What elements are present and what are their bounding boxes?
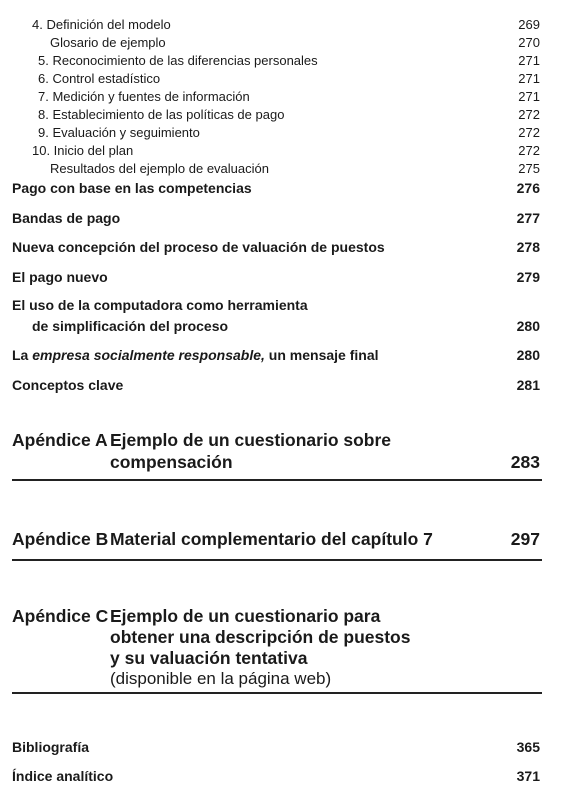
toc-entry-page: 270 [518,35,540,50]
toc-entry-page: 272 [518,143,540,158]
appendix-title-line3: y su valuación tentativa [110,648,308,668]
appendix-page: 297 [510,529,540,549]
toc-sub-entry [0,161,566,179]
toc-main-entry [0,739,566,759]
appendix-divider [12,559,542,561]
toc-entry-label: 7. Medición y fuentes de información [38,89,250,104]
toc-entry-page: 275 [518,161,540,176]
toc-entry-label-italic: empresa socialmente responsable, [32,347,265,363]
appendix-page: 283 [510,452,540,472]
toc-sub-entry [0,143,566,161]
toc-entry-label: 6. Control estadístico [38,71,161,86]
appendix-title-line1: Material complementario del capítulo 7 [110,529,433,549]
toc-entry-label: Nueva concepción del proceso de valuación de puestos [12,239,385,255]
appendix-c-entry [0,606,566,692]
toc-main-entry [0,768,566,788]
appendix-prefix: Apéndice B [12,529,109,549]
toc-main-entry [0,297,566,341]
toc-entry-label-line2: de simplificación del proceso [32,318,229,334]
appendix-title-line2: compensación [110,452,233,472]
toc-entry-page: 277 [516,210,540,226]
toc-entry-page: 278 [516,239,540,255]
toc-entry-page: 365 [516,739,540,755]
toc-entry-label: Índice analítico [12,768,114,784]
toc-entry-label: El pago nuevo [12,269,108,285]
appendix-title-line1: Ejemplo de un cuestionario para [110,606,381,626]
toc-sub-entry [0,35,566,53]
toc-entry-page: 271 [518,71,540,86]
toc-entry-label [12,347,379,363]
toc-entry-page: 271 [518,89,540,104]
toc-entry-label: Conceptos clave [12,377,124,393]
toc-entry-label: Bibliografía [12,739,90,755]
toc-entry-label: Resultados del ejemplo de evaluación [50,161,269,176]
appendix-divider [12,692,542,694]
toc-entry-label: Bandas de pago [12,210,121,226]
toc-entry-label-prefix: La [12,347,33,363]
toc-entry-label-line1: El uso de la computadora como herramienta [12,297,308,313]
appendix-title-line1: Ejemplo de un cuestionario sobre [110,430,392,450]
toc-entry-label: Pago con base en las competencias [12,180,252,196]
toc-entry-label: Glosario de ejemplo [50,35,166,50]
toc-entry-page: 272 [518,107,540,122]
toc-sub-entry [0,17,566,35]
toc-entry-page: 280 [516,318,540,334]
toc-entry-label: 9. Evaluación y seguimiento [38,125,200,140]
toc-sub-entry [0,125,566,143]
toc-main-entry [0,347,566,367]
toc-entry-label: 8. Establecimiento de las políticas de pago [38,107,285,122]
toc-entry-label: 10. Inicio del plan [32,143,134,158]
toc-sub-entry [0,71,566,89]
toc-entry-label-suffix: un mensaje final [264,347,379,363]
toc-entry-page: 272 [518,125,540,140]
toc-entry-page: 371 [516,768,540,784]
appendix-a-entry [0,430,566,476]
toc-main-entry [0,210,566,230]
toc-main-entry [0,239,566,259]
toc-sub-entry [0,107,566,125]
toc-main-entry [0,180,566,200]
appendix-prefix: Apéndice C [12,606,109,626]
toc-entry-label: 5. Reconocimiento de las diferencias personales [38,53,318,68]
appendix-prefix: Apéndice A [12,430,108,450]
toc-entry-page: 279 [516,269,540,285]
toc-entry-page: 281 [516,377,540,393]
toc-sub-entry [0,89,566,107]
toc-entry-page: 271 [518,53,540,68]
toc-main-entry [0,269,566,289]
appendix-note: (disponible en la página web) [110,669,332,688]
appendix-title-line2: obtener una descripción de puestos [110,627,411,647]
appendix-b-entry [0,529,566,553]
toc-entry-label: 4. Definición del modelo [32,17,171,32]
toc-entry-page: 280 [516,347,540,363]
appendix-divider [12,479,542,481]
toc-sub-entry [0,53,566,71]
toc-entry-page: 276 [516,180,540,196]
toc-main-entry [0,377,566,397]
toc-entry-page: 269 [518,17,540,32]
